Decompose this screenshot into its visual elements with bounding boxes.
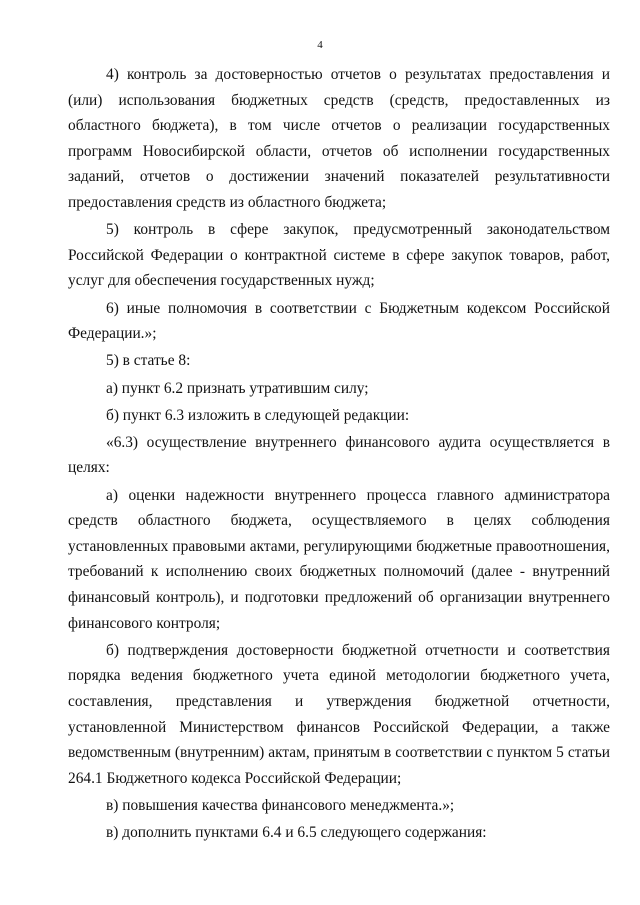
paragraph-item-6-2: а) пункт 6.2 признать утратившим силу; [106, 379, 369, 397]
document-body [68, 62, 610, 847]
paragraph-financial-management: в) повышения качества финансового менеджмента.»; [106, 796, 455, 814]
paragraph-add-items: в) дополнить пунктами 6.4 и 6.5 следующего содержания: [106, 824, 487, 842]
paragraph-audit-reliability: а) оценки надежности внутреннего процесса главного администратора средств областного бюджета, осуществляемого в целях соблюдения установленных правовыми актами, регулирующими бюджетные правоотношения, требований к исполнению своих бюджетных полномочий (далее - внутренний финансовый контроль), и подготовки предложений об организации внутреннего финансового контроля; [68, 486, 610, 632]
paragraph-control-reports: 4) контроль за достоверностью отчетов о результатах предоставления и (или) использования бюджетных средств (средств, предоставленных из областного бюджета), в том числе отчетов о реализации государственных программ Новосибирской области, отчетов об исполнении государственных заданий, отчетов о достижении значений показателей результативности предоставления средств из областного бюджета; [68, 66, 610, 211]
paragraph-item-6-3: б) пункт 6.3 изложить в следующей редакции: [106, 406, 410, 424]
paragraph-audit-purposes: «6.3) осуществление внутреннего финансового аудита осуществляется в целях: [68, 433, 610, 477]
paragraph-audit-reporting: б) подтверждения достоверности бюджетной отчетности и соответствия порядка ведения бюджетного учета единой методологии бюджетного учета, составления, представления и утверждения бюджетной отчетности, установленной Министерством финансов Российской Федерации, а также ведомственным (внутренним) актам, принятым в соответствии с пунктом 5 статьи 264.1 Бюджетного кодекса Российской Федерации; [68, 641, 610, 787]
paragraph-other-powers: 6) иные полномочия в соответствии с Бюджетным кодексом Российской Федерации.»; [68, 299, 610, 343]
paragraph-procurement-control: 5) контроль в сфере закупок, предусмотренный законодательством Российской Федерации о контрактной системе в сфере закупок товаров, работ, услуг для обеспечения государственных нужд; [68, 221, 610, 290]
paragraph-article-8: 5) в статье 8: [106, 352, 191, 370]
page-number: 4 [317, 39, 323, 51]
